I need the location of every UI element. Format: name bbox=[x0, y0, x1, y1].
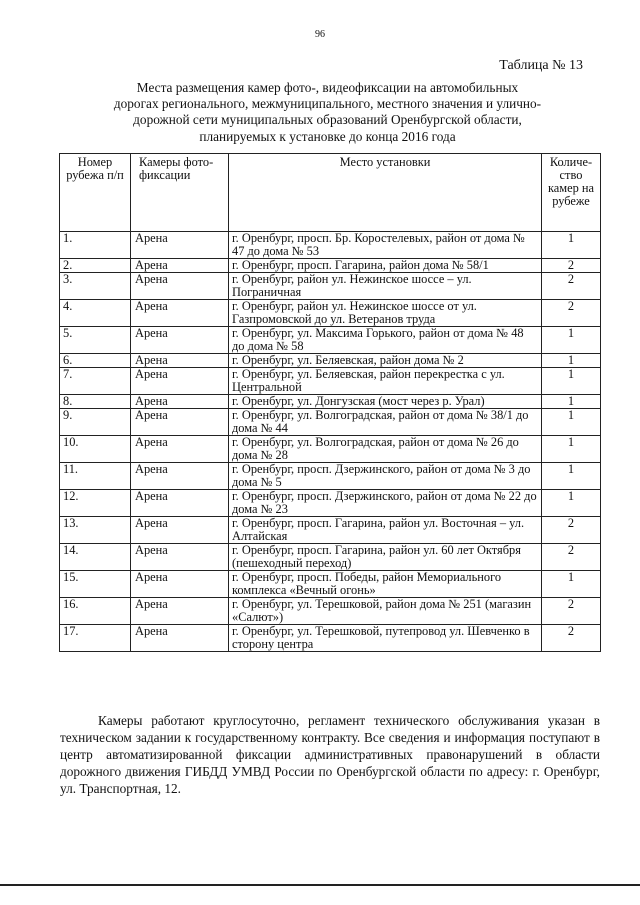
row-number: 7. bbox=[60, 368, 131, 395]
row-count: 1 bbox=[542, 395, 601, 409]
row-location: г. Оренбург, ул. Донгузская (мост через р. Урал) bbox=[229, 395, 542, 409]
table-row bbox=[60, 368, 601, 395]
row-camera: Арена bbox=[131, 273, 229, 300]
row-camera: Арена bbox=[131, 327, 229, 354]
row-location: г. Оренбург, район ул. Нежинское шоссе от ул. Газпромовской до ул. Ветеранов труда bbox=[229, 300, 542, 327]
table-row bbox=[60, 300, 601, 327]
table-row bbox=[60, 409, 601, 436]
row-count: 2 bbox=[542, 300, 601, 327]
row-count: 2 bbox=[542, 625, 601, 652]
row-number: 14. bbox=[60, 544, 131, 571]
row-number: 4. bbox=[60, 300, 131, 327]
row-location: г. Оренбург, ул. Волгоградская, район от дома № 38/1 до дома № 44 bbox=[229, 409, 542, 436]
row-location: г. Оренбург, просп. Дзержинского, район от дома № 22 до дома № 23 bbox=[229, 490, 542, 517]
title-line: планируемых к установке до конца 2016 года bbox=[199, 128, 456, 144]
row-count: 1 bbox=[542, 327, 601, 354]
row-location: г. Оренбург, просп. Дзержинского, район от дома № 3 до дома № 5 bbox=[229, 463, 542, 490]
footer-note: Камеры работают круглосуточно, регламент технического обслуживания указан в техническом задании к государственному контракту. Все сведения и информация поступают в центр автоматизированной фиксации административных правонарушений в области дорожного движения ГИБДД УМВД России по Оренбургской области по адресу: г. Оренбург, ул. Транспортная, 12. bbox=[60, 713, 600, 796]
row-number: 8. bbox=[60, 395, 131, 409]
row-location: г. Оренбург, просп. Гагарина, район ул. 60 лет Октября (пешеходный переход) bbox=[229, 544, 542, 571]
row-camera: Арена bbox=[131, 300, 229, 327]
row-location: г. Оренбург, ул. Волгоградская, район от дома № 26 до дома № 28 bbox=[229, 436, 542, 463]
row-location: г. Оренбург, просп. Гагарина, район дома № 58/1 bbox=[229, 259, 542, 273]
row-camera: Арена bbox=[131, 490, 229, 517]
table-row bbox=[60, 259, 601, 273]
row-count: 1 bbox=[542, 409, 601, 436]
table-row bbox=[60, 571, 601, 598]
row-count: 2 bbox=[542, 273, 601, 300]
table-row bbox=[60, 232, 601, 259]
row-camera: Арена bbox=[131, 395, 229, 409]
row-number: 16. bbox=[60, 598, 131, 625]
cameras-table bbox=[59, 153, 601, 652]
header-location: Место установки bbox=[229, 154, 542, 232]
header-count: Количество камер на рубеже bbox=[542, 154, 601, 232]
header-cameras: Камеры фотофиксации bbox=[131, 154, 229, 232]
row-number: 11. bbox=[60, 463, 131, 490]
table-row bbox=[60, 436, 601, 463]
row-location: г. Оренбург, просп. Победы, район Мемориального комплекса «Вечный огонь» bbox=[229, 571, 542, 598]
row-count: 1 bbox=[542, 571, 601, 598]
page-number: 96 bbox=[315, 29, 325, 40]
table-header-row bbox=[60, 154, 601, 232]
row-number: 5. bbox=[60, 327, 131, 354]
row-location: г. Оренбург, район ул. Нежинское шоссе – ул. Пограничная bbox=[229, 273, 542, 300]
table-label: Таблица № 13 bbox=[499, 58, 583, 73]
row-location: г. Оренбург, просп. Бр. Коростелевых, район от дома № 47 до дома № 53 bbox=[229, 232, 542, 259]
row-number: 13. bbox=[60, 517, 131, 544]
row-count: 2 bbox=[542, 598, 601, 625]
row-count: 2 bbox=[542, 544, 601, 571]
row-number: 15. bbox=[60, 571, 131, 598]
row-location: г. Оренбург, ул. Беляевская, район перекрестка с ул. Центральной bbox=[229, 368, 542, 395]
row-count: 2 bbox=[542, 517, 601, 544]
title-line: Места размещения камер фото-, видеофиксации на автомобильных bbox=[136, 80, 519, 95]
row-number: 3. bbox=[60, 273, 131, 300]
row-count: 1 bbox=[542, 490, 601, 517]
row-count: 1 bbox=[542, 354, 601, 368]
row-location: г. Оренбург, ул. Терешковой, район дома № 251 (магазин «Салют») bbox=[229, 598, 542, 625]
row-camera: Арена bbox=[131, 232, 229, 259]
row-location: г. Оренбург, просп. Гагарина, район ул. Восточная – ул. Алтайская bbox=[229, 517, 542, 544]
row-number: 9. bbox=[60, 409, 131, 436]
row-camera: Арена bbox=[131, 517, 229, 544]
header-number: Номер рубежа п/п bbox=[60, 154, 131, 232]
title-line: дорожной сети муниципальных образований Оренбургской области, bbox=[133, 112, 522, 128]
row-camera: Арена bbox=[131, 436, 229, 463]
row-camera: Арена bbox=[131, 598, 229, 625]
table-row bbox=[60, 625, 601, 652]
row-number: 6. bbox=[60, 354, 131, 368]
row-count: 1 bbox=[542, 463, 601, 490]
table-row bbox=[60, 490, 601, 517]
table-row bbox=[60, 544, 601, 571]
table-row bbox=[60, 598, 601, 625]
bottom-rule bbox=[0, 884, 640, 886]
row-number: 1. bbox=[60, 232, 131, 259]
table-row bbox=[60, 463, 601, 490]
row-count: 1 bbox=[542, 232, 601, 259]
row-location: г. Оренбург, ул. Беляевская, район дома № 2 bbox=[229, 354, 542, 368]
table-row bbox=[60, 395, 601, 409]
row-location: г. Оренбург, ул. Терешковой, путепровод ул. Шевченко в сторону центра bbox=[229, 625, 542, 652]
row-count: 2 bbox=[542, 259, 601, 273]
table-row bbox=[60, 327, 601, 354]
row-camera: Арена bbox=[131, 544, 229, 571]
row-camera: Арена bbox=[131, 368, 229, 395]
table-row bbox=[60, 517, 601, 544]
row-camera: Арена bbox=[131, 625, 229, 652]
table-title bbox=[60, 80, 595, 145]
row-camera: Арена bbox=[131, 354, 229, 368]
row-camera: Арена bbox=[131, 409, 229, 436]
row-camera: Арена bbox=[131, 259, 229, 273]
table-row bbox=[60, 273, 601, 300]
row-camera: Арена bbox=[131, 571, 229, 598]
row-count: 1 bbox=[542, 368, 601, 395]
row-number: 17. bbox=[60, 625, 131, 652]
row-location: г. Оренбург, ул. Максима Горького, район от дома № 48 до дома № 58 bbox=[229, 327, 542, 354]
row-count: 1 bbox=[542, 436, 601, 463]
row-number: 2. bbox=[60, 259, 131, 273]
row-number: 10. bbox=[60, 436, 131, 463]
row-number: 12. bbox=[60, 490, 131, 517]
row-camera: Арена bbox=[131, 463, 229, 490]
table-row bbox=[60, 354, 601, 368]
title-line: дорогах регионального, межмуниципального, местного значения и улично- bbox=[113, 96, 542, 112]
